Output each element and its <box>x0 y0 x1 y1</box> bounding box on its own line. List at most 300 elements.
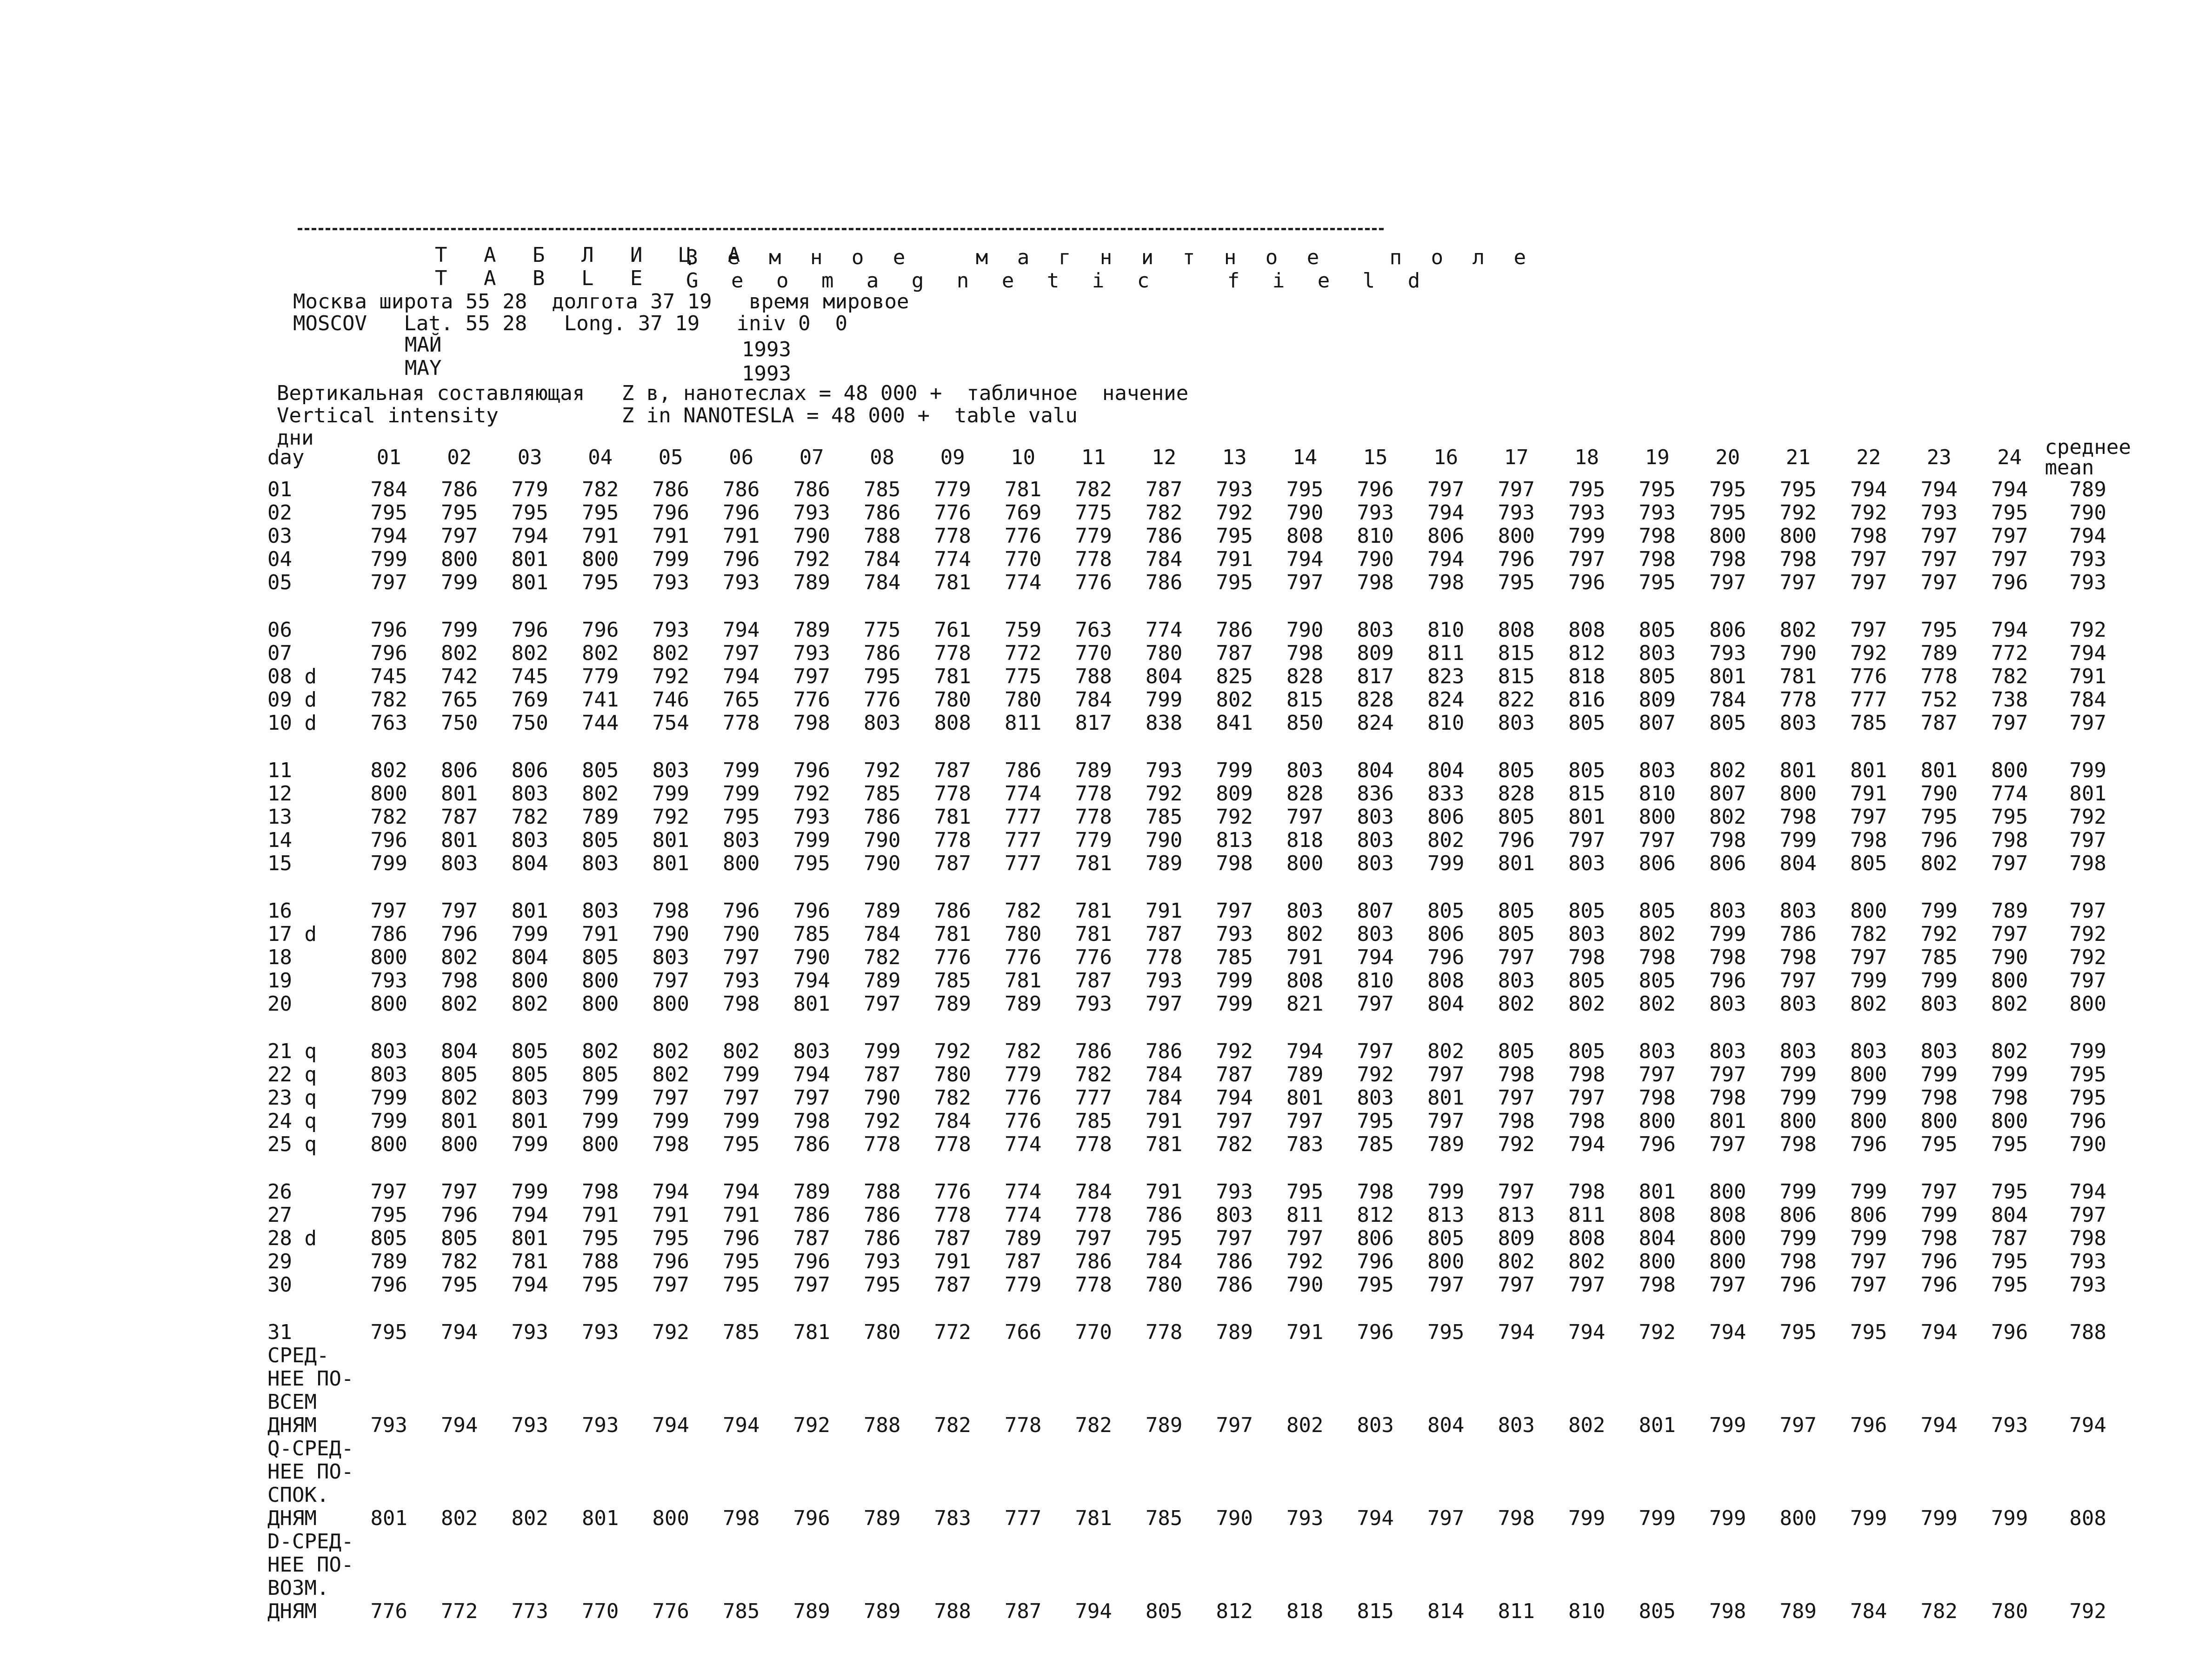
hourly-value: 795 <box>1286 1180 1324 1204</box>
hourly-value: 793 <box>370 969 407 993</box>
hourly-value: 808 <box>1498 618 1535 642</box>
hour-header: 15 <box>1363 446 1388 469</box>
hourly-value: 823 <box>1427 665 1465 688</box>
hourly-value: 815 <box>1498 641 1535 665</box>
summary-value: 803 <box>1498 1413 1535 1437</box>
summary-value: 789 <box>793 1599 830 1623</box>
hourly-value: 800 <box>1709 1180 1746 1204</box>
hour-header: 17 <box>1504 446 1529 469</box>
summary-label-line: ДНЯМ <box>267 1413 317 1437</box>
hourly-value: 798 <box>793 1109 830 1133</box>
mean-header-en: mean <box>2045 456 2094 480</box>
hourly-value: 798 <box>1779 1133 1817 1156</box>
hourly-value: 796 <box>370 618 407 642</box>
hourly-value: 770 <box>1075 641 1112 665</box>
hourly-value: 805 <box>1427 1226 1465 1250</box>
hourly-value: 800 <box>1709 1226 1746 1250</box>
hourly-value: 796 <box>1850 1133 1887 1156</box>
hour-header: 04 <box>588 446 613 469</box>
hourly-value: 789 <box>793 1180 830 1204</box>
hourly-value: 784 <box>370 478 407 501</box>
hourly-value: 797 <box>1920 1180 1958 1204</box>
hourly-value: 782 <box>1004 1039 1042 1063</box>
summary-value: 787 <box>1004 1599 1042 1623</box>
header-row <box>267 437 2131 478</box>
day-label: 07 <box>267 641 292 665</box>
hourly-value: 796 <box>722 899 760 923</box>
summary-value: 810 <box>1568 1599 1606 1623</box>
hourly-value: 803 <box>581 852 619 875</box>
hourly-value: 825 <box>1216 665 1253 688</box>
hourly-value: 802 <box>1639 992 1676 1016</box>
hourly-value: 792 <box>863 1109 901 1133</box>
hourly-value: 800 <box>370 946 407 969</box>
hourly-value: 781 <box>934 571 971 594</box>
hourly-value: 776 <box>934 946 971 969</box>
hourly-value: 797 <box>1991 524 2028 548</box>
hourly-value: 794 <box>1920 478 1958 501</box>
hourly-value: 803 <box>1568 852 1606 875</box>
hourly-value: 797 <box>1216 1226 1253 1250</box>
hour-header: 20 <box>1715 446 1740 469</box>
summary-label-line: ВОЗМ. <box>267 1576 329 1600</box>
summary-value: 789 <box>1145 1413 1183 1437</box>
hourly-value: 795 <box>1639 478 1676 501</box>
hourly-value: 798 <box>1779 946 1817 969</box>
summary-value: 794 <box>652 1413 689 1437</box>
hourly-value: 796 <box>793 1250 830 1273</box>
hourly-value: 782 <box>440 1250 478 1273</box>
hourly-value: 803 <box>440 852 478 875</box>
hourly-value: 776 <box>1850 665 1887 688</box>
hourly-value: 799 <box>1850 1086 1887 1110</box>
hourly-value: 794 <box>370 524 407 548</box>
hourly-value: 796 <box>1991 1320 2028 1344</box>
hourly-value: 801 <box>511 899 548 923</box>
hourly-value: 794 <box>1286 547 1324 571</box>
summary-value: 802 <box>440 1506 478 1530</box>
hourly-value: 808 <box>1427 969 1465 993</box>
hourly-value: 805 <box>1639 899 1676 923</box>
hourly-value: 782 <box>1216 1133 1253 1156</box>
table-row <box>267 478 2131 501</box>
day-label: 01 <box>267 478 292 501</box>
hourly-value: 808 <box>1568 618 1606 642</box>
hourly-value: 803 <box>1709 1039 1746 1063</box>
hourly-value: 791 <box>652 1203 689 1227</box>
hourly-value: 779 <box>1075 524 1112 548</box>
table-row <box>267 1063 2131 1086</box>
hourly-value: 798 <box>1357 1180 1394 1204</box>
hourly-value: 800 <box>1779 1109 1817 1133</box>
hourly-value: 792 <box>652 805 689 829</box>
hourly-value: 802 <box>581 1039 619 1063</box>
hourly-value: 804 <box>1357 759 1394 782</box>
hourly-value: 780 <box>1004 922 1042 946</box>
hourly-value: 792 <box>1850 501 1887 525</box>
hourly-value: 802 <box>1427 1039 1465 1063</box>
hourly-value: 802 <box>511 641 548 665</box>
day-label: 22 q <box>267 1063 317 1086</box>
day-label: 08 d <box>267 665 317 688</box>
daily-mean: 797 <box>2069 1203 2106 1227</box>
day-column-header: day <box>267 446 305 469</box>
component-en: Vertical intensity Z in NANOTESLA = 48 000 + table valu <box>277 404 1078 427</box>
hourly-value: 794 <box>511 524 548 548</box>
hourly-value: 776 <box>934 501 971 525</box>
hourly-value: 795 <box>652 1226 689 1250</box>
hourly-value: 782 <box>1004 899 1042 923</box>
hourly-value: 799 <box>1991 1063 2028 1086</box>
summary-label-line: ДНЯМ <box>267 1599 317 1623</box>
hourly-value: 802 <box>440 946 478 969</box>
hourly-value: 799 <box>1427 1180 1465 1204</box>
hourly-value: 785 <box>934 969 971 993</box>
hourly-value: 754 <box>652 711 689 735</box>
hourly-value: 803 <box>652 946 689 969</box>
summary-value: 800 <box>1779 1506 1817 1530</box>
summary-value: 782 <box>1920 1599 1958 1623</box>
hourly-value: 805 <box>1568 711 1606 735</box>
hourly-value: 788 <box>581 1250 619 1273</box>
hourly-value: 782 <box>1850 922 1887 946</box>
hourly-value: 785 <box>1850 711 1887 735</box>
daily-mean: 791 <box>2069 665 2106 688</box>
spacer-cell <box>267 735 2131 759</box>
hourly-value: 802 <box>1709 805 1746 829</box>
daily-mean: 792 <box>2069 805 2106 829</box>
hourly-value: 794 <box>1709 1320 1746 1344</box>
daily-mean: 795 <box>2069 1063 2106 1086</box>
hourly-value: 801 <box>1427 1086 1465 1110</box>
hourly-value: 797 <box>1286 805 1324 829</box>
day-label: 06 <box>267 618 292 642</box>
table-row <box>267 525 2131 548</box>
group-spacer <box>267 1297 2131 1321</box>
hourly-value: 804 <box>1779 852 1817 875</box>
hourly-value: 805 <box>1850 852 1887 875</box>
field-title-ru: З е м н о е м а г н и т н о е п о л е <box>686 246 1535 269</box>
hourly-value: 810 <box>1427 711 1465 735</box>
summary-value: 802 <box>1568 1413 1606 1437</box>
hourly-value: 786 <box>1216 1250 1253 1273</box>
summary-value: 799 <box>1709 1506 1746 1530</box>
hourly-value: 790 <box>1286 501 1324 525</box>
hourly-value: 803 <box>1498 969 1535 993</box>
hourly-value: 801 <box>1709 665 1746 688</box>
daily-mean: 790 <box>2069 501 2106 525</box>
hourly-value: 786 <box>652 478 689 501</box>
hourly-value: 802 <box>1216 688 1253 712</box>
spacer-cell <box>267 594 2131 619</box>
summary-value: 785 <box>722 1599 760 1623</box>
hourly-value: 803 <box>1639 759 1676 782</box>
daily-mean: 788 <box>2069 1320 2106 1344</box>
hourly-value: 803 <box>1357 1086 1394 1110</box>
summary-value: 788 <box>863 1413 901 1437</box>
summary-value: 785 <box>1145 1506 1183 1530</box>
hourly-value: 799 <box>1779 1226 1817 1250</box>
hourly-value: 809 <box>1357 641 1394 665</box>
summary-mean: 794 <box>2069 1413 2106 1437</box>
hourly-value: 799 <box>1850 1226 1887 1250</box>
table-row <box>267 1250 2131 1273</box>
hourly-value: 796 <box>440 922 478 946</box>
hourly-value: 796 <box>793 899 830 923</box>
hourly-value: 798 <box>1568 1063 1606 1086</box>
summary-value: 776 <box>370 1599 407 1623</box>
hourly-value: 799 <box>722 759 760 782</box>
hourly-value: 791 <box>1286 946 1324 969</box>
hourly-value: 769 <box>1004 501 1042 525</box>
hourly-value: 806 <box>1357 1226 1394 1250</box>
hourly-value: 795 <box>1568 478 1606 501</box>
summary-value: 803 <box>1357 1413 1394 1437</box>
hourly-value: 780 <box>863 1320 901 1344</box>
hourly-value: 794 <box>722 1180 760 1204</box>
hourly-value: 799 <box>652 782 689 806</box>
day-label: 17 d <box>267 922 317 946</box>
hourly-value: 790 <box>1357 547 1394 571</box>
day-label: 15 <box>267 852 292 875</box>
summary-value: 802 <box>511 1506 548 1530</box>
hourly-value: 781 <box>1075 922 1112 946</box>
daily-mean: 784 <box>2069 688 2106 712</box>
hourly-value: 794 <box>1991 618 2028 642</box>
hourly-value: 802 <box>1498 992 1535 1016</box>
hourly-value: 804 <box>440 1039 478 1063</box>
hourly-value: 792 <box>1216 501 1253 525</box>
hourly-value: 803 <box>1639 641 1676 665</box>
hourly-value: 778 <box>1779 688 1817 712</box>
hourly-value: 807 <box>1709 782 1746 806</box>
summary-value: 814 <box>1427 1599 1465 1623</box>
hourly-value: 799 <box>370 852 407 875</box>
hourly-value: 798 <box>1779 1250 1817 1273</box>
hourly-value: 774 <box>1004 1133 1042 1156</box>
hour-header: 11 <box>1081 446 1106 469</box>
hourly-value: 778 <box>1920 665 1958 688</box>
hour-header: 22 <box>1856 446 1881 469</box>
summary-label-line: ВСЕМ <box>267 1390 317 1414</box>
hourly-value: 799 <box>1850 969 1887 993</box>
daily-mean: 795 <box>2069 1086 2106 1110</box>
hourly-value: 798 <box>1991 828 2028 852</box>
hourly-value: 786 <box>1779 922 1817 946</box>
daily-mean: 797 <box>2069 899 2106 923</box>
hourly-value: 802 <box>581 641 619 665</box>
hourly-value: 796 <box>1709 969 1746 993</box>
hour-header: 06 <box>729 446 754 469</box>
hourly-value: 792 <box>652 665 689 688</box>
title-en: T A B L E <box>435 267 655 290</box>
summary-value: 776 <box>652 1599 689 1623</box>
hourly-value: 752 <box>1920 688 1958 712</box>
hourly-value: 795 <box>1216 571 1253 594</box>
hourly-value: 798 <box>1639 547 1676 571</box>
summary-row <box>267 1437 2131 1530</box>
hourly-value: 804 <box>511 852 548 875</box>
hourly-value: 778 <box>1075 547 1112 571</box>
hourly-value: 793 <box>652 618 689 642</box>
hourly-value: 792 <box>793 782 830 806</box>
hourly-value: 803 <box>1216 1203 1253 1227</box>
hourly-value: 798 <box>1850 524 1887 548</box>
hourly-value: 738 <box>1991 688 2028 712</box>
hourly-value: 807 <box>1357 899 1394 923</box>
hourly-value: 779 <box>511 478 548 501</box>
hourly-value: 799 <box>1145 688 1183 712</box>
daily-mean: 794 <box>2069 1180 2106 1204</box>
hourly-value: 798 <box>1639 1086 1676 1110</box>
hourly-value: 793 <box>581 1320 619 1344</box>
hourly-value: 806 <box>1850 1203 1887 1227</box>
hourly-value: 778 <box>1075 1133 1112 1156</box>
hourly-value: 786 <box>1075 1250 1112 1273</box>
hourly-value: 799 <box>511 1180 548 1204</box>
hourly-value: 781 <box>1075 899 1112 923</box>
hourly-value: 792 <box>1920 922 1958 946</box>
hourly-value: 801 <box>652 852 689 875</box>
hourly-value: 799 <box>722 1109 760 1133</box>
hourly-value: 808 <box>934 711 971 735</box>
hourly-value: 794 <box>1427 501 1465 525</box>
spacer-cell <box>267 1156 2131 1180</box>
hourly-value: 798 <box>1568 946 1606 969</box>
day-label: 31 <box>267 1320 292 1344</box>
hourly-value: 798 <box>1779 805 1817 829</box>
hourly-value: 793 <box>1216 478 1253 501</box>
hourly-value: 805 <box>581 759 619 782</box>
summary-value: 792 <box>793 1413 830 1437</box>
day-label: 27 <box>267 1203 292 1227</box>
hourly-value: 791 <box>652 524 689 548</box>
table-row <box>267 1086 2131 1110</box>
hourly-value: 799 <box>1920 1203 1958 1227</box>
hourly-value: 787 <box>1004 1250 1042 1273</box>
hourly-value: 790 <box>1286 1273 1324 1297</box>
hourly-value: 787 <box>934 1273 971 1297</box>
hourly-value: 798 <box>1639 946 1676 969</box>
hourly-value: 796 <box>511 618 548 642</box>
hourly-value: 797 <box>370 571 407 594</box>
summary-label <box>267 1530 353 1623</box>
hourly-value: 782 <box>1075 1063 1112 1086</box>
hourly-value: 794 <box>440 1320 478 1344</box>
hourly-value: 797 <box>1498 1273 1535 1297</box>
daily-mean: 798 <box>2069 852 2106 875</box>
hourly-value: 801 <box>511 1109 548 1133</box>
hourly-value: 795 <box>722 1273 760 1297</box>
hourly-value: 785 <box>1357 1133 1394 1156</box>
hourly-value: 798 <box>1709 1086 1746 1110</box>
hourly-value: 787 <box>1145 922 1183 946</box>
hourly-value: 793 <box>511 1320 548 1344</box>
hourly-value: 801 <box>1568 805 1606 829</box>
hourly-value: 774 <box>934 547 971 571</box>
summary-value: 793 <box>1991 1413 2028 1437</box>
table-row <box>267 1273 2131 1297</box>
hourly-value: 799 <box>581 1109 619 1133</box>
hourly-value: 787 <box>1145 478 1183 501</box>
hour-header: 01 <box>376 446 401 469</box>
hourly-value: 803 <box>1709 992 1746 1016</box>
table-row <box>267 501 2131 525</box>
hourly-value: 778 <box>1075 782 1112 806</box>
summary-mean: 808 <box>2069 1506 2106 1530</box>
hourly-value: 784 <box>1709 688 1746 712</box>
hourly-value: 799 <box>1779 1086 1817 1110</box>
day-label: 09 d <box>267 688 317 712</box>
daily-mean: 789 <box>2069 478 2106 501</box>
hourly-value: 797 <box>1568 1273 1606 1297</box>
group-spacer <box>267 1016 2131 1040</box>
hourly-value: 745 <box>370 665 407 688</box>
hourly-value: 792 <box>1639 1320 1676 1344</box>
hourly-value: 801 <box>440 828 478 852</box>
hourly-value: 794 <box>511 1273 548 1297</box>
daily-mean: 797 <box>2069 969 2106 993</box>
hourly-value: 818 <box>1568 665 1606 688</box>
hourly-value: 797 <box>1709 1273 1746 1297</box>
hour-header: 23 <box>1926 446 1952 469</box>
hourly-value: 789 <box>1075 759 1112 782</box>
hourly-value: 794 <box>1216 1086 1253 1110</box>
table-row <box>267 665 2131 688</box>
hourly-value: 772 <box>1004 641 1042 665</box>
hourly-value: 797 <box>1850 946 1887 969</box>
hourly-value: 805 <box>1498 759 1535 782</box>
hourly-value: 769 <box>511 688 548 712</box>
hourly-value: 803 <box>1357 922 1394 946</box>
hourly-value: 799 <box>1568 524 1606 548</box>
hourly-value: 805 <box>581 1063 619 1086</box>
hourly-value: 797 <box>1709 571 1746 594</box>
hourly-value: 776 <box>1004 1109 1042 1133</box>
hourly-value: 797 <box>1709 1063 1746 1086</box>
hourly-value: 791 <box>1286 1320 1324 1344</box>
hourly-value: 778 <box>1075 805 1112 829</box>
hourly-value: 792 <box>1850 641 1887 665</box>
hourly-value: 797 <box>440 899 478 923</box>
hourly-value: 802 <box>370 759 407 782</box>
hourly-value: 789 <box>370 1250 407 1273</box>
hourly-value: 795 <box>1357 1273 1394 1297</box>
hourly-value: 801 <box>1498 852 1535 875</box>
hourly-value: 792 <box>1357 1063 1394 1086</box>
hourly-value: 803 <box>1357 805 1394 829</box>
table-row <box>267 712 2131 735</box>
hour-header: 05 <box>658 446 683 469</box>
hourly-value: 776 <box>1004 1086 1042 1110</box>
hourly-value: 799 <box>722 782 760 806</box>
hourly-value: 781 <box>511 1250 548 1273</box>
hourly-value: 782 <box>370 805 407 829</box>
summary-value: 784 <box>1850 1599 1887 1623</box>
hourly-value: 800 <box>370 1133 407 1156</box>
hourly-value: 772 <box>1991 641 2028 665</box>
hourly-value: 800 <box>1991 969 2028 993</box>
hourly-value: 798 <box>440 969 478 993</box>
hourly-value: 805 <box>1427 899 1465 923</box>
hourly-value: 796 <box>1920 828 1958 852</box>
hourly-value: 833 <box>1427 782 1465 806</box>
hourly-value: 786 <box>863 1203 901 1227</box>
hourly-value: 770 <box>1075 1320 1112 1344</box>
hourly-value: 779 <box>1075 828 1112 852</box>
hourly-value: 805 <box>1568 969 1606 993</box>
hourly-value: 797 <box>1850 618 1887 642</box>
